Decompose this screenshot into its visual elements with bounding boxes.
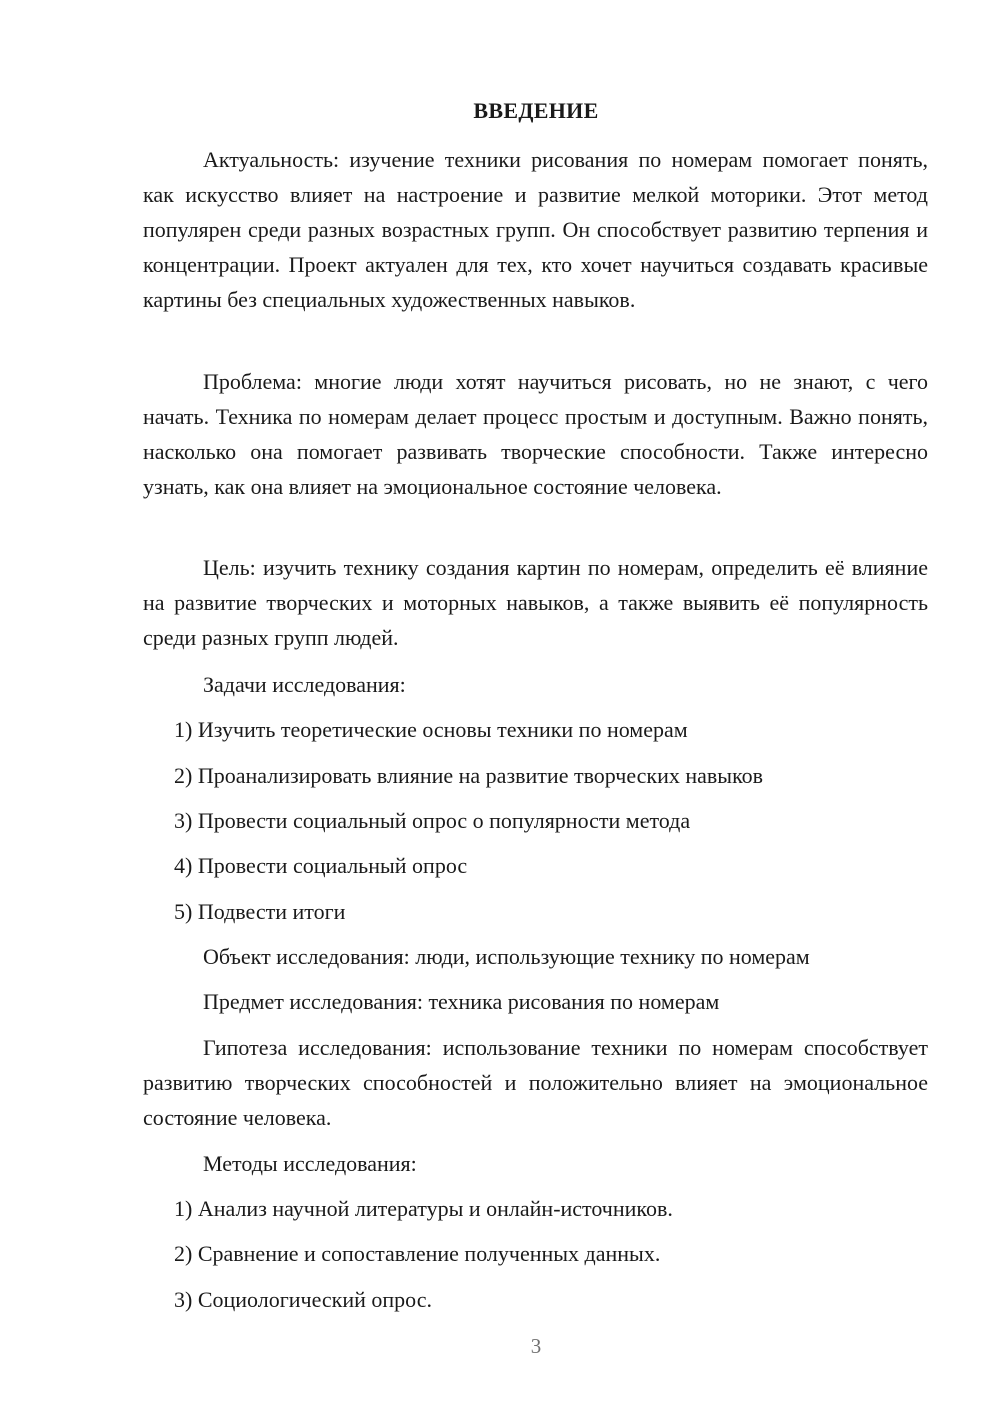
method-item: 1) Анализ научной литературы и онлайн-источников. [174,1196,673,1221]
task-item: 4) Провести социальный опрос [174,853,468,878]
method-item: 2) Сравнение и сопоставление полученных данных. [174,1241,661,1266]
task-item: 1) Изучить теоретические основы техники по номерам [174,717,688,742]
subject-line: Предмет исследования: техника рисования по номерам [203,989,720,1014]
hypothesis-paragraph: Гипотеза исследования: использование техники по номерам способствует развитию творческих способностей и положительно влияет на эмоциональное состояние человека. [143,1035,928,1130]
task-item: 5) Подвести итоги [174,899,346,924]
section-heading: ВВЕДЕНИЕ [473,98,599,123]
method-item: 3) Социологический опрос. [174,1287,432,1312]
task-item: 2) Проанализировать влияние на развитие творческих навыков [174,763,764,788]
goal-paragraph: Цель: изучить технику создания картин по номерам, определить её влияние на развитие творческих и моторных навыков, а также выявить её популярность среди разных групп людей. [143,555,928,650]
tasks-title: Задачи исследования: [203,672,406,697]
methods-title: Методы исследования: [203,1151,417,1176]
problem-paragraph: Проблема: многие люди хотят научиться рисовать, но не знают, с чего начать. Техника по номерам делает процесс простым и доступным. Важно понять, насколько она помогает развивать творческие способности. Также интересно узнать, как она влияет на эмоциональное состояние человека. [143,369,928,499]
relevance-paragraph: Актуальность: изучение техники рисования по номерам помогает понять, как искусство влияет на настроение и развитие мелкой моторики. Этот метод популярен среди разных возрастных групп. Он способствует развитию терпения и концентрации. Проект актуален для тех, кто хочет научиться создавать красивые картины без специальных художественных навыков. [143,147,928,312]
object-line: Объект исследования: люди, использующие технику по номерам [203,944,810,969]
task-item: 3) Провести социальный опрос о популярности метода [174,808,691,833]
page-number: 3 [530,1334,542,1358]
